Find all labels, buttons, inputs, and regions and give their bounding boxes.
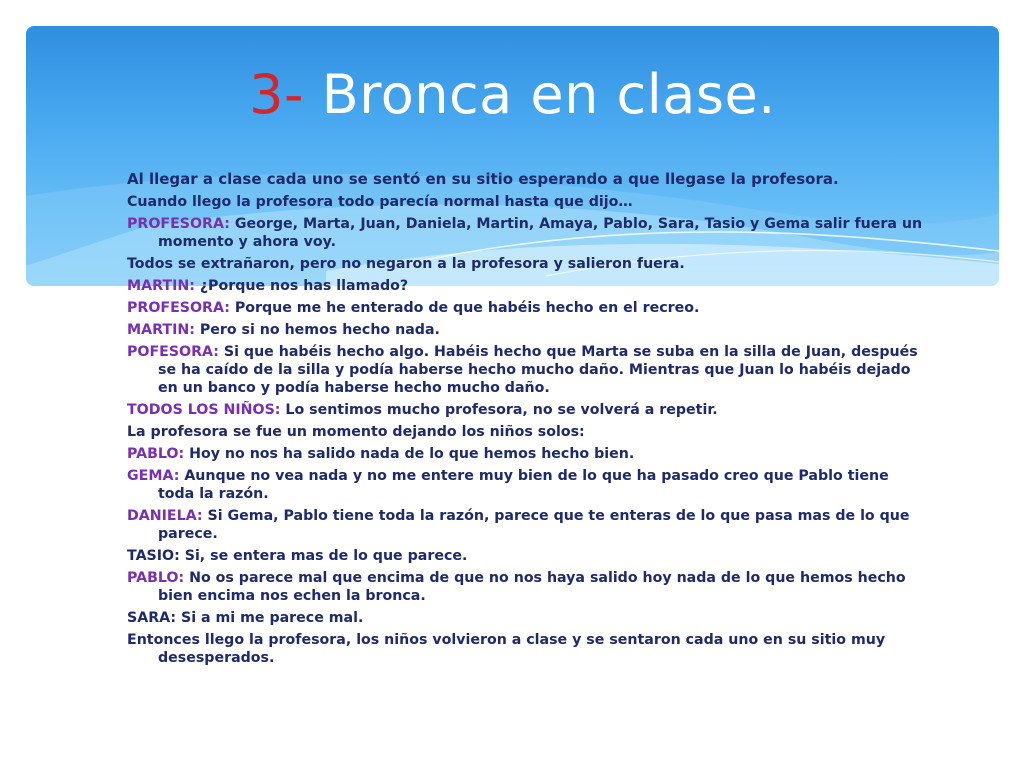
paragraph-text: ¿Porque nos has llamado? [194, 278, 409, 294]
speaker-label: GEMA: [127, 468, 180, 484]
paragraph-text: Si que habéis hecho algo. Habéis hecho que Marta se suba en la silla de Juan, después se ha caído de la silla y podía haberse hecho mucho daño. Mientras que Juan lo habéis dejado en un banco y podía haberse hecho mucho daño. [158, 344, 918, 396]
speaker-label: PROFESORA: [127, 300, 230, 316]
slide-title-text: Bronca en clase. [303, 63, 776, 126]
speaker-label: PABLO: [127, 446, 185, 462]
story-paragraph [127, 507, 927, 543]
paragraph-text: SARA: Si a mi me parece mal. [127, 610, 364, 626]
speaker-label: POFESORA: [127, 344, 219, 360]
paragraph-text: Si Gema, Pablo tiene toda la razón, parece que te enteras de lo que pasa mas de lo que parece. [158, 508, 910, 542]
story-paragraph [127, 547, 927, 565]
paragraph-text: Porque me he enterado de que habéis hecho en el recreo. [229, 300, 700, 316]
speaker-label: TODOS LOS NIÑOS: [127, 402, 281, 418]
slide-title [26, 50, 999, 140]
story-paragraph [127, 401, 927, 419]
paragraph-text: Cuando llego la profesora todo parecía normal hasta que dijo… [127, 194, 633, 210]
paragraph-text: Lo sentimos mucho profesora, no se volverá a repetir. [280, 402, 718, 418]
paragraph-text: George, Marta, Juan, Daniela, Martin, Amaya, Pablo, Sara, Tasio y Gema salir fuera un momento y ahora voy. [158, 216, 923, 250]
speaker-label: PABLO: [127, 570, 185, 586]
story-body [127, 170, 927, 671]
story-paragraph [127, 631, 927, 667]
story-paragraph [127, 569, 927, 605]
speaker-label: PROFESORA: [127, 216, 230, 232]
story-paragraph [127, 343, 927, 397]
story-paragraph [127, 299, 927, 317]
paragraph-text: TASIO: Si, se entera mas de lo que parece. [127, 548, 468, 564]
story-paragraph [127, 215, 927, 251]
story-paragraph [127, 170, 927, 188]
story-paragraph [127, 445, 927, 463]
story-paragraph [127, 255, 927, 273]
story-paragraph [127, 467, 927, 503]
paragraph-text: No os parece mal que encima de que no nos haya salido hoy nada de lo que hemos hecho bien encima nos echen la bronca. [158, 570, 906, 604]
paragraph-text: La profesora se fue un momento dejando los niños solos: [127, 424, 585, 440]
speaker-label: MARTIN: [127, 278, 195, 294]
paragraph-text: Todos se extrañaron, pero no negaron a la profesora y salieron fuera. [127, 256, 685, 272]
paragraph-text: Hoy no nos ha salido nada de lo que hemos hecho bien. [184, 446, 635, 462]
paragraph-text: Pero si no hemos hecho nada. [194, 322, 440, 338]
speaker-label: MARTIN: [127, 322, 195, 338]
slide-title-number: 3- [249, 63, 304, 126]
paragraph-text: Aunque no vea nada y no me entere muy bien de lo que ha pasado creo que Pablo tiene toda la razón. [158, 468, 889, 502]
speaker-label: DANIELA: [127, 508, 203, 524]
story-paragraph [127, 609, 927, 627]
paragraph-text: Entonces llego la profesora, los niños volvieron a clase y se sentaron cada uno en su sitio muy desesperados. [127, 632, 886, 666]
paragraph-text: Al llegar a clase cada uno se sentó en su sitio esperando a que llegase la profesora. [127, 170, 839, 188]
story-paragraph [127, 423, 927, 441]
story-paragraph [127, 321, 927, 339]
story-paragraph [127, 193, 927, 211]
story-paragraph [127, 277, 927, 295]
